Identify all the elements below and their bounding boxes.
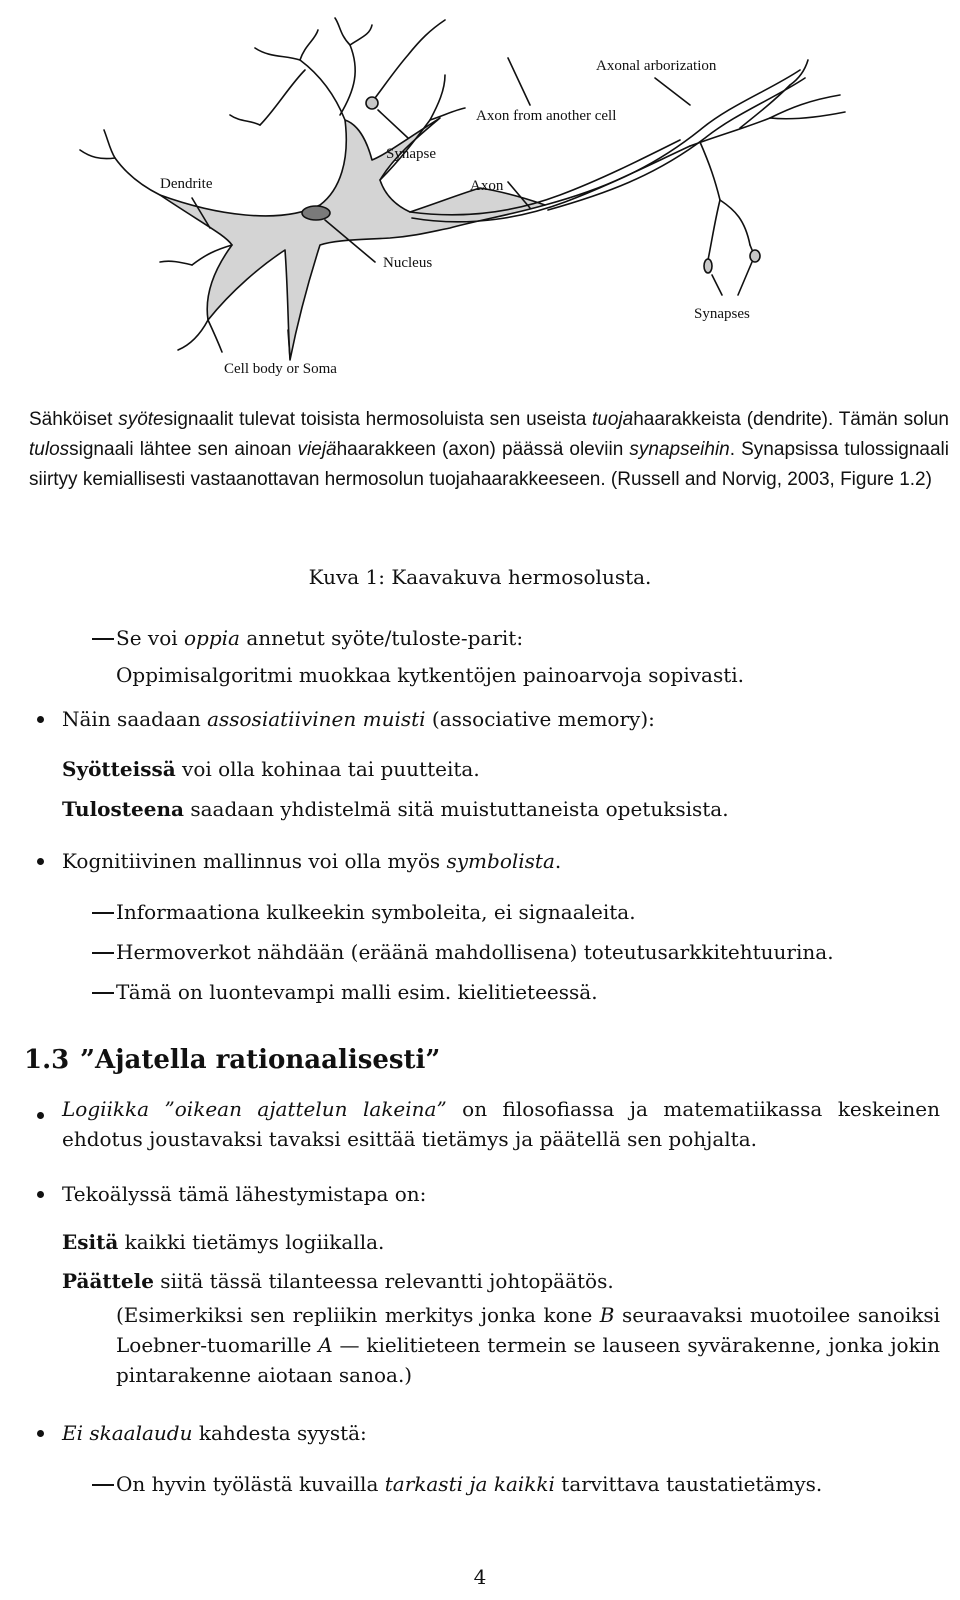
arborization-branch [740, 85, 790, 128]
dendrite-branch [335, 18, 350, 45]
dendrite-branch [80, 150, 115, 159]
text: (associative memory): [425, 707, 655, 731]
label-axon-from-another-cell: Axon from another cell [476, 108, 617, 124]
text-emphasis: tarkasti ja kaikki [384, 1472, 555, 1496]
present-line [62, 1229, 384, 1255]
label-pointer [508, 58, 530, 105]
label-pointer [738, 262, 752, 295]
label-axonal-arborization: Axonal arborization [596, 58, 717, 74]
text: on filosofiassa ja matematiikassa keskeinen ehdotus joustavaksi tavaksi esittää tietämys ja päätellä sen pohjalta. [62, 1097, 940, 1151]
dash-marker [92, 939, 114, 954]
bullet-marker [37, 1112, 44, 1119]
label-synapse: Synapse [386, 146, 436, 162]
label-pointer [655, 78, 690, 105]
dash-marker [92, 979, 114, 994]
reason-line [116, 1471, 822, 1497]
dendrite-branch [104, 130, 115, 158]
text: . [554, 849, 562, 873]
approach-line: Tekoälyssä tämä lähestymistapa on: [62, 1182, 427, 1206]
dendrite-branch [350, 25, 372, 45]
dash-marker [92, 625, 114, 640]
label-pointer [378, 110, 408, 138]
dendrite-branch [300, 60, 345, 120]
text: tarvittava taustatietämys. [554, 1472, 823, 1496]
text: voi olla kohinaa tai puutteita. [175, 757, 480, 781]
text: Näin saadaan [62, 707, 208, 731]
text: On hyvin työlästä kuvailla [116, 1472, 385, 1496]
page-number: 4 [473, 1565, 487, 1589]
text: saadaan yhdistelmä sitä muistuttaneista opetuksista. [183, 797, 729, 821]
arborization-branch [720, 200, 750, 245]
infer-line [62, 1268, 614, 1294]
label-axon: Axon [470, 178, 504, 194]
text: Sähköiset [29, 409, 119, 430]
dendrite-branch [160, 261, 192, 265]
arborization-branch [708, 200, 720, 260]
dendrite-branch [178, 320, 208, 350]
bullet-marker [37, 1191, 44, 1198]
section-title: ”Ajatella rationaalisesti” [80, 1045, 441, 1075]
text: — kielitieteen termein se lauseen syvärakenne, jonka jokin pintarakenne aiotaan sanoa.) [116, 1333, 940, 1387]
dendrite-branch [230, 115, 260, 125]
dendrite-branch [255, 48, 300, 60]
list-item-assoc [62, 706, 655, 732]
text: kaikki tietämys logiikalla. [118, 1230, 385, 1254]
text: siitä tässä tilanteessa relevantti johtopäätös. [153, 1269, 614, 1293]
text-emphasis: synapseihin [629, 439, 730, 460]
label-synapses: Synapses [694, 306, 750, 322]
text-emphasis: Ei skaalaudu [62, 1421, 193, 1445]
term-bold: Esitä [62, 1230, 119, 1254]
list-item-learn [116, 625, 523, 651]
text: signaali lähtee sen ainoan [69, 439, 298, 460]
example-paragraph [116, 1300, 940, 1390]
list-item-natural: Tämä on luontevampi malli esim. kielitieteessä. [116, 980, 598, 1004]
synapse-bulb [750, 250, 760, 262]
dendrite-branch [208, 320, 222, 352]
list-item-neuralnets: Hermoverkot nähdään (eräänä mahdollisena) toteutusarkkitehtuurina. [116, 940, 834, 964]
cell-body-shape [160, 118, 545, 360]
label-nucleus: Nucleus [383, 255, 433, 271]
figure-description [29, 405, 949, 495]
term-bold: Tulosteena [62, 797, 184, 821]
synapse-fiber [372, 20, 445, 102]
other-cell-axon [548, 78, 805, 210]
text: signaalit tulevat toisista hermosoluista sen useista [163, 409, 593, 430]
label-dendrite: Dendrite [160, 176, 213, 192]
dendrite-branch [340, 45, 355, 115]
dash-marker [92, 899, 114, 914]
list-item-symbols: Informaationa kulkeekin symboleita, ei signaaleita. [116, 900, 636, 924]
text-emphasis: tuoja [592, 409, 634, 430]
label-cell-body: Cell body or Soma [224, 361, 337, 377]
text: annetut syöte/tuloste-parit: [239, 626, 524, 650]
text: (Esimerkiksi sen repliikin merkitys jonka kone [116, 1303, 600, 1327]
text: kahdesta syystä: [192, 1421, 367, 1445]
bullet-marker [37, 716, 44, 723]
text: haarakkeen (axon) päässä oleviin [336, 439, 630, 460]
section-number: 1.3 [24, 1045, 70, 1075]
dendrite-branch [260, 70, 305, 125]
synapse-bulb [704, 259, 712, 273]
text: . Synapsissa tulossignaali siirtyy kemiallisesti vastaanottavan hermosolun tuojahaarakkeeseen. (Russell and Norvig, 2003, Figure 1.2) [29, 439, 949, 490]
text-emphasis: Logiikka ”oikean ajattelun lakeina” [62, 1097, 447, 1121]
figure-caption: Kuva 1: Kaavakuva hermosolusta. [308, 565, 652, 589]
neuron-diagram [0, 0, 960, 395]
list-item-learn-sub: Oppimisalgoritmi muokkaa kytkentöjen painoarvoja sopivasti. [116, 663, 745, 687]
bullet-marker [37, 1430, 44, 1437]
text-emphasis: syöte [118, 409, 164, 430]
text-emphasis: oppia [184, 626, 240, 650]
term-bold: Päättele [62, 1269, 154, 1293]
list-item-inputs [62, 756, 480, 782]
dendrite-branch [430, 75, 445, 120]
scale-line [62, 1420, 367, 1446]
section-heading [24, 1045, 440, 1075]
term-bold: Syötteissä [62, 757, 176, 781]
text-emphasis: assosiatiivinen muisti [207, 707, 426, 731]
arborization-branch [700, 142, 720, 200]
synapse-bulb [366, 97, 378, 109]
label-pointer [712, 275, 722, 295]
text-emphasis: A [318, 1333, 333, 1357]
text-emphasis: B [599, 1303, 615, 1327]
other-cell-axon [545, 70, 800, 205]
list-item-outputs [62, 796, 729, 822]
dendrite-branch [300, 30, 318, 60]
text: Se voi [116, 626, 184, 650]
text-emphasis: viejä [297, 439, 337, 460]
nucleus-shape [302, 206, 330, 220]
text-emphasis: symbolista [446, 849, 555, 873]
dendrite-branch [115, 158, 160, 195]
bullet-marker [37, 858, 44, 865]
text: seuraavaksi muotoilee sanoiksi Loebner-tuomarille [116, 1303, 940, 1357]
text: haarakkeista (dendrite). Tämän solun [633, 409, 949, 430]
logic-paragraph [62, 1094, 940, 1154]
arborization-branch [690, 118, 770, 146]
text-emphasis: tulos [29, 439, 70, 460]
text: Kognitiivinen mallinnus voi olla myös [62, 849, 447, 873]
dash-marker [92, 1471, 114, 1486]
list-item-cognitive [62, 848, 561, 874]
